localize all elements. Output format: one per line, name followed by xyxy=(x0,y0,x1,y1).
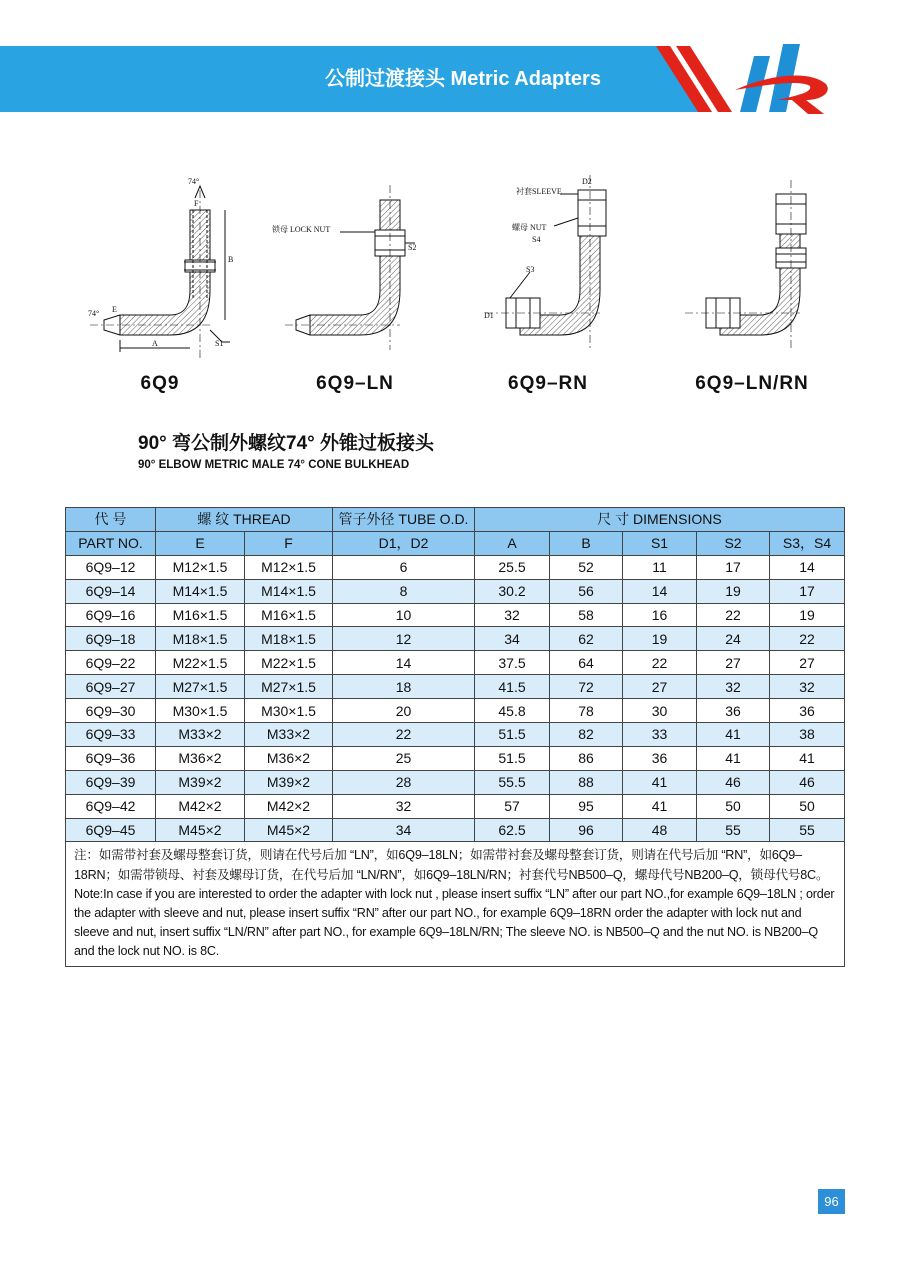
cell-s2: 46 xyxy=(697,770,770,794)
cell-e: M30×1.5 xyxy=(156,699,245,723)
cell-s1: 48 xyxy=(623,818,697,842)
cell-s3-s4: 22 xyxy=(770,627,845,651)
callout-f: F xyxy=(194,199,199,208)
header-banner xyxy=(0,0,922,130)
cell-s1: 11 xyxy=(623,555,697,579)
drawing-6q9-rn xyxy=(484,175,606,350)
cell-part-no: 6Q9–18 xyxy=(66,627,156,651)
cell-b: 96 xyxy=(550,818,623,842)
cell-e: M39×2 xyxy=(156,770,245,794)
callout-e: E xyxy=(112,305,117,314)
cell-a: 32 xyxy=(475,603,550,627)
cell-s3-s4: 55 xyxy=(770,818,845,842)
cell-f: M42×2 xyxy=(245,794,333,818)
cell-f: M18×1.5 xyxy=(245,627,333,651)
header-b: B xyxy=(550,531,623,555)
cell-s3-s4: 50 xyxy=(770,794,845,818)
section-title-cn: 90° 弯公制外螺纹74° 外锥过板接头 xyxy=(138,433,435,454)
cell-part-no: 6Q9–22 xyxy=(66,651,156,675)
callout-s1: S1 xyxy=(215,339,224,348)
cell-d1-d2: 25 xyxy=(333,746,475,770)
header-dimensions: 尺 寸 DIMENSIONS xyxy=(475,508,845,532)
cell-s1: 41 xyxy=(623,770,697,794)
callout-s4: S4 xyxy=(532,235,541,244)
cell-b: 78 xyxy=(550,699,623,723)
cell-f: M22×1.5 xyxy=(245,651,333,675)
cell-d1-d2: 8 xyxy=(333,579,475,603)
cell-a: 45.8 xyxy=(475,699,550,723)
hr-logo-icon xyxy=(735,44,828,114)
cell-a: 41.5 xyxy=(475,675,550,699)
cell-s1: 16 xyxy=(623,603,697,627)
callout-b: B xyxy=(228,255,234,264)
cell-part-no: 6Q9–33 xyxy=(66,723,156,747)
cell-e: M33×2 xyxy=(156,723,245,747)
cell-s3-s4: 14 xyxy=(770,555,845,579)
cell-a: 51.5 xyxy=(475,723,550,747)
cell-s2: 36 xyxy=(697,699,770,723)
cell-part-no: 6Q9–45 xyxy=(66,818,156,842)
cell-b: 56 xyxy=(550,579,623,603)
drawing-label-6q9-ln: 6Q9–LN xyxy=(316,373,394,394)
callout-d2: D2 xyxy=(582,177,592,186)
cell-d1-d2: 12 xyxy=(333,627,475,651)
header-thread: 螺 纹 THREAD xyxy=(156,508,333,532)
cell-s3-s4: 32 xyxy=(770,675,845,699)
cell-s2: 19 xyxy=(697,579,770,603)
cell-b: 88 xyxy=(550,770,623,794)
cell-part-no: 6Q9–42 xyxy=(66,794,156,818)
cell-a: 51.5 xyxy=(475,746,550,770)
cell-part-no: 6Q9–27 xyxy=(66,675,156,699)
header-s2: S2 xyxy=(697,531,770,555)
callout-angle-side: 74° xyxy=(88,309,100,318)
cell-a: 25.5 xyxy=(475,555,550,579)
cell-f: M14×1.5 xyxy=(245,579,333,603)
callout-lock-nut: 锁母 LOCK NUT xyxy=(272,225,331,234)
cell-s3-s4: 46 xyxy=(770,770,845,794)
cell-s2: 41 xyxy=(697,723,770,747)
cell-d1-d2: 18 xyxy=(333,675,475,699)
cell-a: 62.5 xyxy=(475,818,550,842)
callout-s3: S3 xyxy=(526,265,535,274)
fitting-drawings-svg xyxy=(60,170,860,370)
header-part-no: PART NO. xyxy=(66,531,156,555)
cell-s2: 27 xyxy=(697,651,770,675)
cell-s1: 36 xyxy=(623,746,697,770)
table-row xyxy=(66,746,845,770)
cell-s1: 19 xyxy=(623,627,697,651)
cell-s2: 50 xyxy=(697,794,770,818)
technical-drawings xyxy=(60,170,860,370)
cell-a: 30.2 xyxy=(475,579,550,603)
table-note-row xyxy=(66,842,845,966)
cell-b: 82 xyxy=(550,723,623,747)
note-cn: 注：如需带衬套及螺母整套订货，则请在代号后加 “LN”，如6Q9–18LN；如需带衬套及螺母整套订货，则请在代号后加 “RN”，如6Q9–18RN；如需带锁母、衬套及螺母订货，在代号后加 “LN/RN”，如6Q9–18LN/RN；衬套代号NB500–Q，螺母代号NB200–Q，锁母代号8C。 xyxy=(74,848,829,882)
table-row xyxy=(66,699,845,723)
cell-b: 64 xyxy=(550,651,623,675)
cell-s3-s4: 38 xyxy=(770,723,845,747)
cell-s1: 22 xyxy=(623,651,697,675)
cell-a: 37.5 xyxy=(475,651,550,675)
callout-a: A xyxy=(152,339,158,348)
cell-part-no: 6Q9–12 xyxy=(66,555,156,579)
cell-d1-d2: 22 xyxy=(333,723,475,747)
section-title-en: 90° ELBOW METRIC MALE 74° CONE BULKHEAD xyxy=(138,459,410,471)
cell-f: M30×1.5 xyxy=(245,699,333,723)
table-row xyxy=(66,818,845,842)
table-row xyxy=(66,603,845,627)
cell-e: M42×2 xyxy=(156,794,245,818)
cell-e: M22×1.5 xyxy=(156,651,245,675)
table-row xyxy=(66,627,845,651)
cell-f: M36×2 xyxy=(245,746,333,770)
cell-d1-d2: 10 xyxy=(333,603,475,627)
drawing-label-6q9: 6Q9 xyxy=(140,373,180,394)
cell-d1-d2: 34 xyxy=(333,818,475,842)
cell-e: M45×2 xyxy=(156,818,245,842)
table-row xyxy=(66,794,845,818)
cell-s2: 24 xyxy=(697,627,770,651)
cell-f: M16×1.5 xyxy=(245,603,333,627)
cell-b: 72 xyxy=(550,675,623,699)
note-en: Note:In case if you are interested to order the adapter with lock nut , please insert suffix “LN” after our part NO.,for example 6Q9–18LN ; order the adapter with sleeve and nut, please insert suffix “RN” after our part NO., for example 6Q9–18RN order the adapter with lock nut and sleeve and nut, insert suffix “LN/RN” after part NO., for example 6Q9–18LN/RN; The sleeve NO. is NB500–Q and the nut NO. is NB200–Q and the lock nut NO. is 8C. xyxy=(74,886,835,959)
cell-d1-d2: 6 xyxy=(333,555,475,579)
cell-b: 58 xyxy=(550,603,623,627)
cell-e: M18×1.5 xyxy=(156,627,245,651)
callout-s2: S2 xyxy=(408,243,417,252)
cell-f: M39×2 xyxy=(245,770,333,794)
cell-a: 55.5 xyxy=(475,770,550,794)
cell-s2: 22 xyxy=(697,603,770,627)
cell-b: 52 xyxy=(550,555,623,579)
cell-a: 34 xyxy=(475,627,550,651)
header-code-cn: 代 号 xyxy=(66,508,156,532)
cell-s1: 30 xyxy=(623,699,697,723)
table-note xyxy=(66,842,845,966)
cell-s2: 17 xyxy=(697,555,770,579)
cell-d1-d2: 14 xyxy=(333,651,475,675)
table-row xyxy=(66,579,845,603)
cell-s3-s4: 27 xyxy=(770,651,845,675)
cell-e: M14×1.5 xyxy=(156,579,245,603)
header-a: A xyxy=(475,531,550,555)
callout-angle-top: 74° xyxy=(188,177,200,186)
cell-f: M12×1.5 xyxy=(245,555,333,579)
cell-part-no: 6Q9–36 xyxy=(66,746,156,770)
table-row xyxy=(66,723,845,747)
table-header-row-1 xyxy=(66,508,845,532)
cell-b: 62 xyxy=(550,627,623,651)
table-row xyxy=(66,651,845,675)
callout-sleeve: 衬套SLEEVE xyxy=(516,187,562,196)
cell-s1: 27 xyxy=(623,675,697,699)
cell-d1-d2: 28 xyxy=(333,770,475,794)
drawing-6q9 xyxy=(88,177,233,360)
table-row xyxy=(66,770,845,794)
cell-d1-d2: 32 xyxy=(333,794,475,818)
drawing-6q9-ln-rn xyxy=(685,180,806,350)
header-e: E xyxy=(156,531,245,555)
cell-d1-d2: 20 xyxy=(333,699,475,723)
cell-s2: 41 xyxy=(697,746,770,770)
cell-part-no: 6Q9–16 xyxy=(66,603,156,627)
header-d1-d2: D1，D2 xyxy=(333,531,475,555)
header-s1: S1 xyxy=(623,531,697,555)
header-tube-od: 管子外径 TUBE O.D. xyxy=(333,508,475,532)
spec-table xyxy=(65,507,845,967)
cell-f: M27×1.5 xyxy=(245,675,333,699)
drawing-label-6q9-rn: 6Q9–RN xyxy=(508,373,588,394)
page-number: 96 xyxy=(818,1189,845,1214)
table-row xyxy=(66,675,845,699)
cell-s3-s4: 17 xyxy=(770,579,845,603)
table-row xyxy=(66,555,845,579)
header-s3-s4: S3，S4 xyxy=(770,531,845,555)
cell-f: M33×2 xyxy=(245,723,333,747)
cell-s2: 32 xyxy=(697,675,770,699)
cell-e: M27×1.5 xyxy=(156,675,245,699)
cell-part-no: 6Q9–14 xyxy=(66,579,156,603)
cell-e: M36×2 xyxy=(156,746,245,770)
cell-e: M12×1.5 xyxy=(156,555,245,579)
cell-s1: 41 xyxy=(623,794,697,818)
cell-part-no: 6Q9–39 xyxy=(66,770,156,794)
cell-s3-s4: 41 xyxy=(770,746,845,770)
cell-s3-s4: 19 xyxy=(770,603,845,627)
cell-s1: 33 xyxy=(623,723,697,747)
cell-s3-s4: 36 xyxy=(770,699,845,723)
drawing-6q9-ln xyxy=(272,185,416,350)
header-f: F xyxy=(245,531,333,555)
page-title: 公制过渡接头 Metric Adapters xyxy=(325,68,601,90)
callout-d1: D1 xyxy=(484,311,494,320)
table-header-row-2 xyxy=(66,531,845,555)
cell-a: 57 xyxy=(475,794,550,818)
cell-b: 86 xyxy=(550,746,623,770)
cell-b: 95 xyxy=(550,794,623,818)
cell-part-no: 6Q9–30 xyxy=(66,699,156,723)
callout-nut: 螺母 NUT xyxy=(512,223,547,232)
cell-s2: 55 xyxy=(697,818,770,842)
cell-e: M16×1.5 xyxy=(156,603,245,627)
cell-s1: 14 xyxy=(623,579,697,603)
cell-f: M45×2 xyxy=(245,818,333,842)
drawing-label-6q9-ln-rn: 6Q9–LN/RN xyxy=(695,373,809,394)
